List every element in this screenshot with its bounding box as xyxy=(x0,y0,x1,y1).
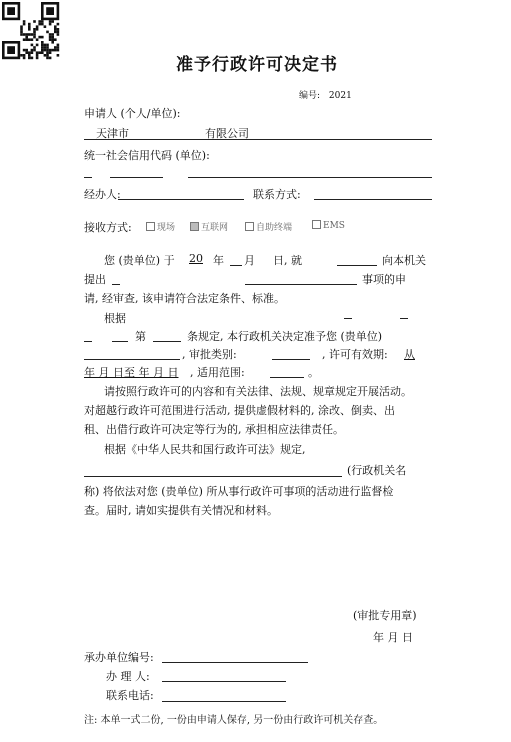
receive-option-onsite[interactable]: 现场 xyxy=(146,220,175,233)
p3-line-2: 对超越行政许可范围进行活动, 提供虚假材料的, 涂改、倒卖、出 xyxy=(84,404,395,417)
unit-number-line xyxy=(162,662,308,663)
p2-law-line-2 xyxy=(112,341,128,342)
p2-from: 从 xyxy=(404,348,415,361)
doc-number-label: 编号: xyxy=(299,91,321,101)
p1-to-office: 向本机关 xyxy=(382,254,426,267)
p2-permit-line xyxy=(84,359,180,360)
checkbox-icon xyxy=(245,222,254,231)
p2-scope-line xyxy=(270,377,304,378)
p3-line-1: 请按照行政许可的内容和有关法律、法规、规章规定开展活动。 xyxy=(104,385,412,398)
footer-note: 注: 本单一式二份, 一份由申请人保存, 另一份由行政许可机关存查。 xyxy=(84,715,384,726)
p1-item-line-2 xyxy=(245,284,357,285)
qr-code-icon xyxy=(0,0,62,76)
document-title: 准予行政许可决定书 xyxy=(176,55,338,75)
p1-submitted: 提出 xyxy=(84,273,106,286)
p1-month-unit: 月 xyxy=(244,254,255,267)
p2-basis-line-2 xyxy=(400,318,408,319)
p2-article: 第 xyxy=(135,330,146,343)
p3-line-3: 租、出借行政许可决定等行为的, 承担相应法律责任。 xyxy=(84,423,344,436)
checkbox-checked-icon xyxy=(190,222,199,231)
receive-option-kiosk[interactable]: 自助终端 xyxy=(245,220,292,233)
p1-month-line xyxy=(230,265,242,266)
receive-label: 接收方式: xyxy=(84,221,132,234)
handler-label: 经办人: xyxy=(84,188,121,201)
handler-line xyxy=(118,199,244,200)
p2-article-line xyxy=(153,341,181,342)
receive-option-ems[interactable]: EMS xyxy=(312,220,345,231)
p4-according: 根据《中华人民共和国行政许可法》规定, xyxy=(104,443,306,456)
footer-handler-line xyxy=(162,681,286,682)
p1-item-line-1 xyxy=(112,284,120,285)
p2-scope-label: , 适用范围: xyxy=(190,366,245,379)
contact-line xyxy=(314,199,432,200)
receive-option-internet[interactable]: 互联网 xyxy=(190,220,228,233)
credit-code-line-1 xyxy=(84,177,92,178)
p2-category-label: , 审批类别: xyxy=(182,348,237,361)
p4-supervise: 称) 将依法对您 (贵单位) 所从事行政许可事项的活动进行监督检 xyxy=(84,485,394,498)
p1-prefix: 您 (贵单位) 于 xyxy=(104,254,175,267)
p4-agency-paren: (行政机关名 xyxy=(347,464,407,477)
checkbox-icon xyxy=(146,222,155,231)
p1-conclusion: 请, 经审查, 该申请符合法定条件、标准。 xyxy=(84,292,285,305)
applicant-name-line xyxy=(84,139,432,140)
applicant-label: 申请人 (个人/单位): xyxy=(84,107,181,120)
checkbox-icon xyxy=(312,220,321,229)
p2-basis-line-1 xyxy=(344,318,352,319)
p4-agency-line xyxy=(84,476,342,477)
p1-year-unit: 年 xyxy=(213,254,224,267)
p2-law-line-1 xyxy=(84,341,92,342)
p1-subject-line xyxy=(337,265,377,266)
seal-date: 年 月 日 xyxy=(373,631,413,644)
p2-decision: 条规定, 本行政机关决定准予您 (贵单位) xyxy=(187,330,383,343)
approval-seal-label: (审批专用章) xyxy=(353,609,417,622)
phone-label: 联系电话: xyxy=(106,689,154,702)
credit-code-line-2 xyxy=(110,177,163,178)
doc-number-value: 2021 xyxy=(328,91,352,101)
applicant-name-prefix: 天津市 xyxy=(96,127,129,140)
p2-validity-label: , 许可有效期: xyxy=(322,348,388,361)
contact-label: 联系方式: xyxy=(253,188,301,201)
unit-number-label: 承办单位编号: xyxy=(84,651,154,664)
credit-code-line-3 xyxy=(188,177,432,178)
p1-year: 20 xyxy=(189,252,203,265)
applicant-name-suffix: 有限公司 xyxy=(205,127,249,140)
p4-cooperate: 查。届时, 请如实提供有关情况和材料。 xyxy=(84,504,278,517)
p2-category-line xyxy=(272,359,310,360)
p2-end: 。 xyxy=(308,366,319,379)
p1-matter: 事项的申 xyxy=(362,273,406,286)
footer-handler-label: 办 理 人: xyxy=(106,670,150,683)
p1-day-text: 日, 就 xyxy=(273,254,302,267)
doc-number xyxy=(299,88,352,101)
credit-code-label: 统一社会信用代码 (单位): xyxy=(84,149,210,162)
phone-line xyxy=(162,701,286,702)
p2-according: 根据 xyxy=(104,312,126,325)
p2-validity-range: 年 月 日至 年 月 日 xyxy=(84,366,179,379)
